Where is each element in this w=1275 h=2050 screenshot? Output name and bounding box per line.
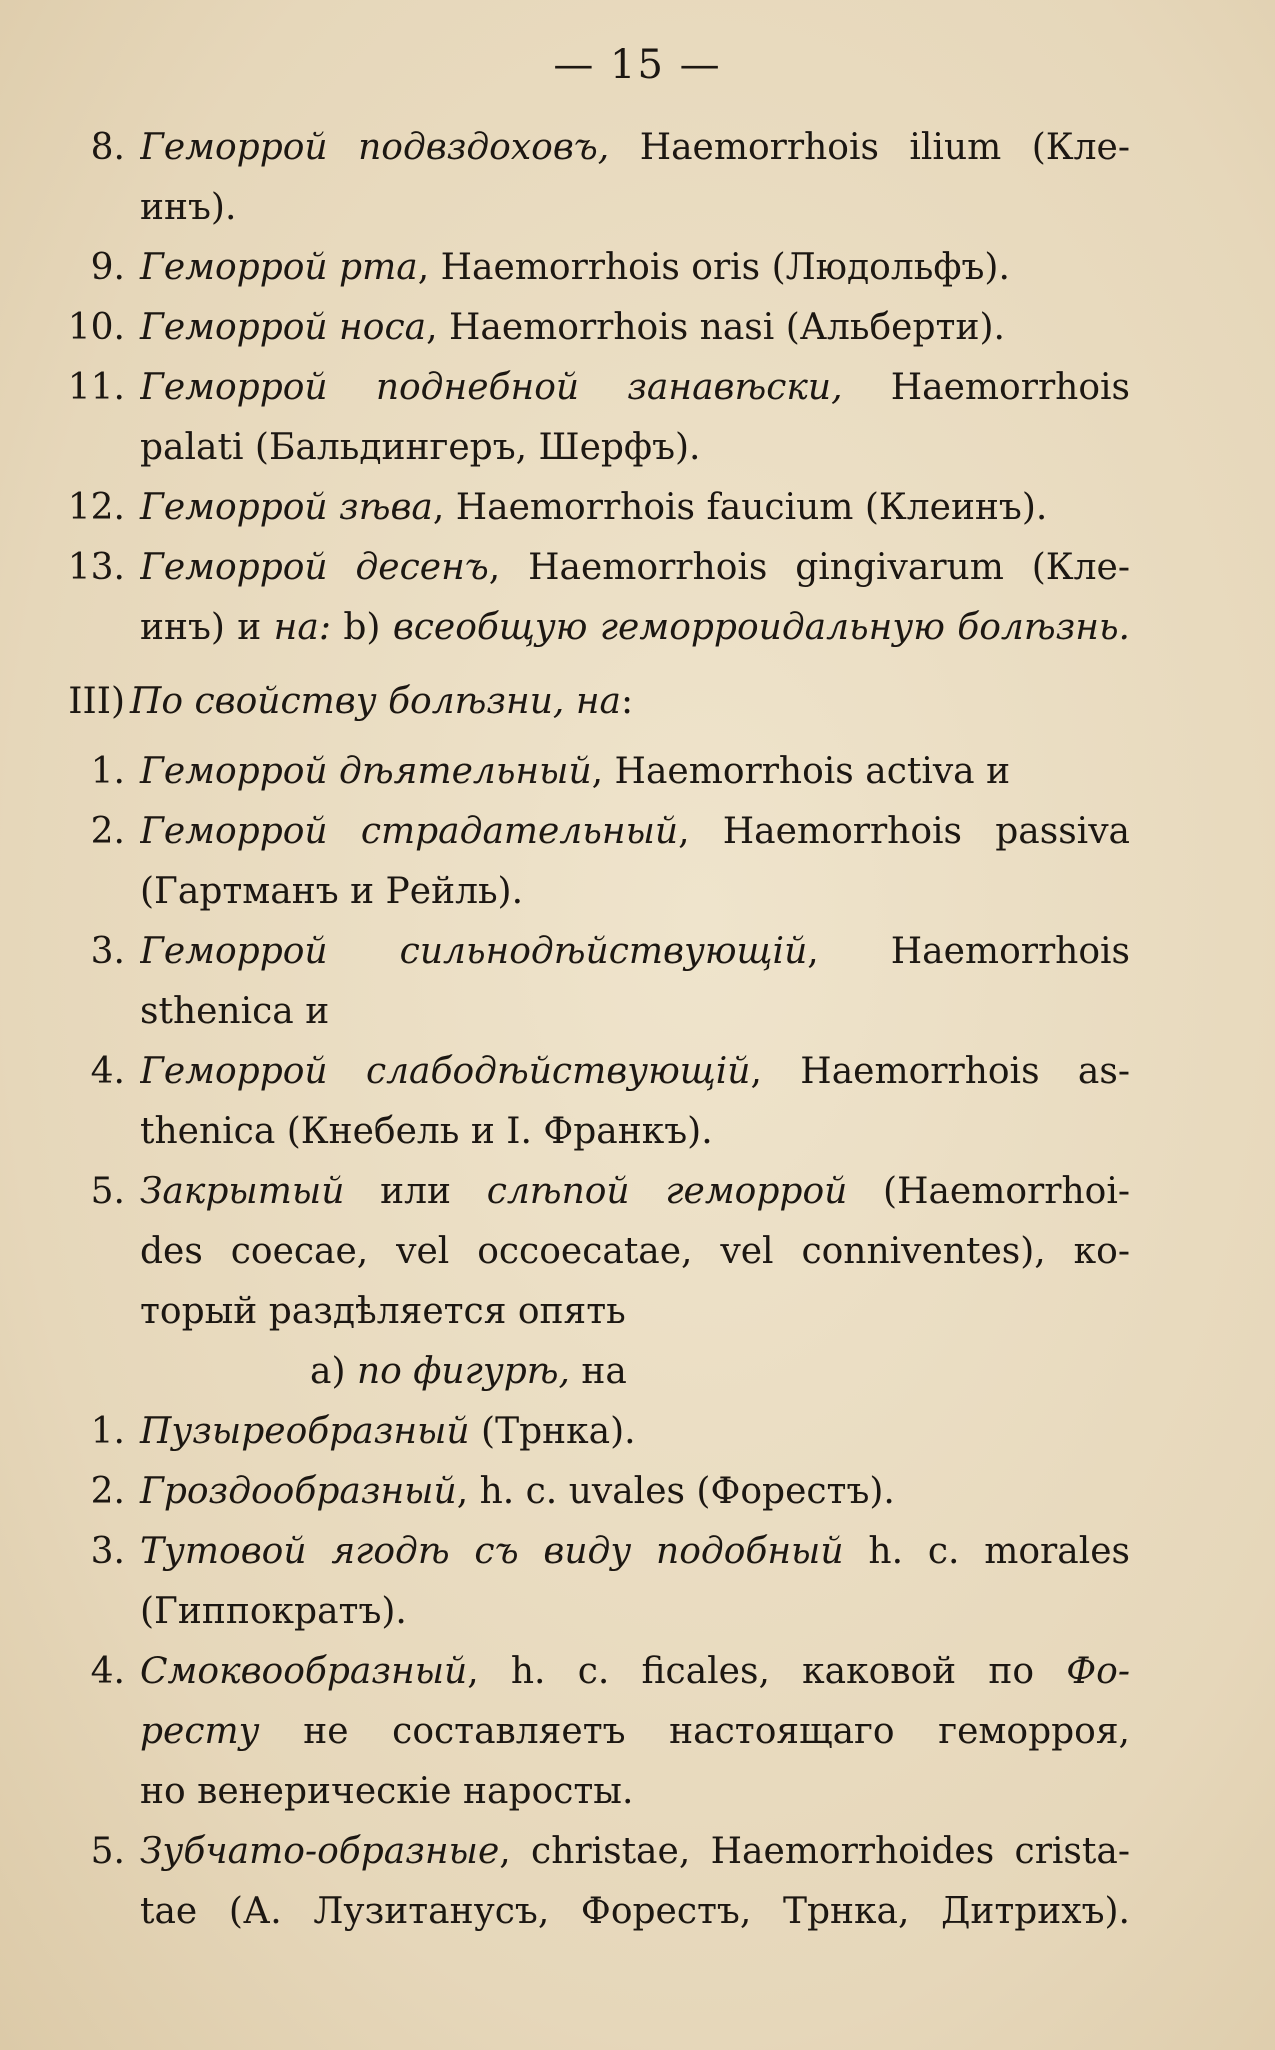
italic-text: Геморрой носа — [140, 307, 427, 348]
line-number: 9. — [90, 247, 125, 288]
text-line — [40, 1522, 1150, 1582]
italic-text: Пузыреобразный — [140, 1411, 470, 1452]
line-text — [140, 1522, 1130, 1582]
roman-text: , h. c. ficales, каковой по — [467, 1651, 1067, 1692]
roman-text: (Haemorrhoi- — [847, 1171, 1130, 1212]
text-line — [40, 598, 1150, 658]
text-line — [40, 742, 1150, 802]
line-number: 4. — [90, 1051, 125, 1092]
roman-text: palati (Бальдингеръ, Шерфъ). — [140, 427, 701, 468]
text-line — [40, 538, 1150, 598]
line-number: III) — [68, 681, 125, 722]
roman-text: b) — [330, 607, 393, 648]
roman-text: не составляетъ настоящаго геморроя, — [259, 1711, 1130, 1752]
roman-text: , Haemorrhois faucium (Клеинъ). — [432, 487, 1048, 528]
text-line — [40, 418, 1150, 478]
line-text — [140, 862, 1130, 922]
line-number: 12. — [67, 487, 125, 528]
text-line — [40, 1582, 1150, 1642]
line-number: 13. — [67, 547, 125, 588]
roman-text: , Haemorrhois as- — [750, 1051, 1130, 1092]
line-number: 10. — [67, 307, 125, 348]
text-line — [40, 1822, 1150, 1882]
roman-text: thenica (Кнебель и І. Франкъ). — [140, 1111, 713, 1152]
italic-text: Геморрой дѣятельный — [140, 751, 592, 792]
roman-text: а) — [310, 1351, 357, 1392]
line-text — [140, 1582, 1130, 1642]
text-line — [40, 1642, 1150, 1702]
italic-text: Геморрой поднебной занавѣски, — [140, 367, 843, 408]
roman-text: торый раздѣляется опять — [140, 1291, 626, 1332]
text-line — [40, 922, 1150, 982]
italic-text: Зубчато-образные — [140, 1831, 500, 1872]
roman-text: sthenica и — [140, 991, 330, 1032]
italic-text: Закрытый — [140, 1171, 345, 1212]
text-line — [40, 1342, 1150, 1402]
text-line — [40, 1402, 1150, 1462]
line-text — [310, 1342, 1130, 1402]
roman-text: , Haemorrhois — [807, 931, 1130, 972]
italic-text: Гроздообразный — [140, 1471, 457, 1512]
roman-text: , Haemorrhois activa и — [591, 751, 1011, 792]
line-text — [140, 358, 1130, 418]
line-text — [140, 1282, 1130, 1342]
italic-text: Геморрой страдательный — [140, 811, 679, 852]
italic-text: ресту — [140, 1711, 260, 1752]
roman-text: , h. c. uvales (Форестъ). — [456, 1471, 895, 1512]
italic-text: Геморрой слабодѣйствующій — [140, 1051, 751, 1092]
roman-text: (Трнка). — [469, 1411, 636, 1452]
italic-text: слѣпой геморрой — [486, 1171, 848, 1212]
text-line — [40, 1702, 1150, 1762]
text-line — [40, 1762, 1150, 1822]
roman-text: des coecae, vel occoecatae, vel conniventes), ко- — [140, 1231, 1130, 1272]
line-text — [140, 1102, 1130, 1162]
line-number: 8. — [90, 127, 125, 168]
text-line — [40, 1102, 1150, 1162]
line-number: 2. — [90, 811, 125, 852]
line-text — [140, 1042, 1130, 1102]
italic-text: Геморрой десенъ — [140, 547, 489, 588]
line-text — [140, 538, 1130, 598]
roman-text: на — [569, 1351, 627, 1392]
line-text — [140, 922, 1130, 982]
text-line — [40, 802, 1150, 862]
italic-text: Геморрой подвздоховъ, — [140, 127, 610, 168]
line-text — [140, 1702, 1130, 1762]
roman-text: но венерическіе наросты. — [140, 1771, 634, 1812]
line-number: 5. — [90, 1171, 125, 1212]
roman-text: (Гиппократъ). — [140, 1591, 407, 1632]
line-text — [140, 1222, 1130, 1282]
line-text — [140, 742, 1130, 802]
text-line — [40, 1282, 1150, 1342]
italic-text: по фигурѣ, — [356, 1351, 570, 1392]
line-text — [140, 1762, 1130, 1822]
roman-text: h. c. morales — [843, 1531, 1130, 1572]
line-text — [140, 1402, 1130, 1462]
text-line — [40, 1162, 1150, 1222]
line-text — [140, 418, 1130, 478]
text-line — [40, 1042, 1150, 1102]
text-line — [40, 862, 1150, 922]
line-number: 2. — [90, 1471, 125, 1512]
text-line — [40, 238, 1150, 298]
roman-text: : — [621, 681, 634, 722]
line-text — [140, 298, 1130, 358]
line-text — [140, 982, 1130, 1042]
line-text — [140, 1882, 1130, 1942]
line-number: 5. — [90, 1831, 125, 1872]
text-line — [40, 1882, 1150, 1942]
line-text — [140, 802, 1130, 862]
italic-text: Геморрой рта — [140, 247, 418, 288]
text-line — [40, 178, 1150, 238]
italic-text: Смоквообразный — [140, 1651, 468, 1692]
roman-text: Haemorrhois ilium (Кле- — [609, 127, 1130, 168]
roman-text: , Haemorrhois oris (Людольфъ). — [417, 247, 1010, 288]
italic-text: По свойству болѣзни, на — [130, 681, 621, 722]
line-number: 4. — [90, 1651, 125, 1692]
page-number: — 15 — — [553, 42, 722, 88]
italic-text: всеобщую геморроидальную болѣзнь. — [392, 607, 1130, 648]
roman-text: инъ). — [140, 187, 237, 228]
italic-text: Тутовой ягодѣ съ виду подобный — [140, 1531, 844, 1572]
line-number: 3. — [90, 931, 125, 972]
text-line — [40, 298, 1150, 358]
roman-text: , Haemorrhois passiva — [678, 811, 1130, 852]
roman-text: , Haemorrhois gingivarum (Кле- — [488, 547, 1130, 588]
text-line — [40, 1462, 1150, 1522]
line-text — [140, 178, 1130, 238]
page-body-text — [40, 118, 1150, 1942]
italic-text: на: — [273, 607, 331, 648]
italic-text: Фо- — [1066, 1651, 1130, 1692]
text-line — [40, 118, 1150, 178]
line-number: 1. — [90, 1411, 125, 1452]
line-text — [140, 118, 1130, 178]
line-text — [140, 598, 1130, 658]
roman-text: , christae, Haemorrhoides crista- — [499, 1831, 1130, 1872]
roman-text: инъ) и — [140, 607, 274, 648]
line-text — [130, 672, 1130, 732]
roman-text: (Гартманъ и Рейль). — [140, 871, 524, 912]
line-text — [140, 1822, 1130, 1882]
roman-text: tae (А. Лузитанусъ, Форестъ, Трнка, Дитрихъ). — [140, 1891, 1130, 1932]
line-number: 3. — [90, 1531, 125, 1572]
line-text — [140, 1462, 1130, 1522]
italic-text: Геморрой зѣва — [140, 487, 433, 528]
line-number: 11. — [67, 367, 125, 408]
roman-text: , Haemorrhois nasi (Альберти). — [426, 307, 1005, 348]
line-text — [140, 1642, 1130, 1702]
text-line — [40, 982, 1150, 1042]
text-line — [40, 358, 1150, 418]
roman-text: или — [344, 1171, 487, 1212]
text-line — [40, 1222, 1150, 1282]
text-line — [40, 672, 1150, 732]
roman-text: Haemorrhois — [842, 367, 1130, 408]
line-text — [140, 478, 1130, 538]
line-text — [140, 238, 1130, 298]
italic-text: Геморрой сильнодѣйствующій — [140, 931, 808, 972]
text-line — [40, 478, 1150, 538]
line-number: 1. — [90, 751, 125, 792]
line-text — [140, 1162, 1130, 1222]
